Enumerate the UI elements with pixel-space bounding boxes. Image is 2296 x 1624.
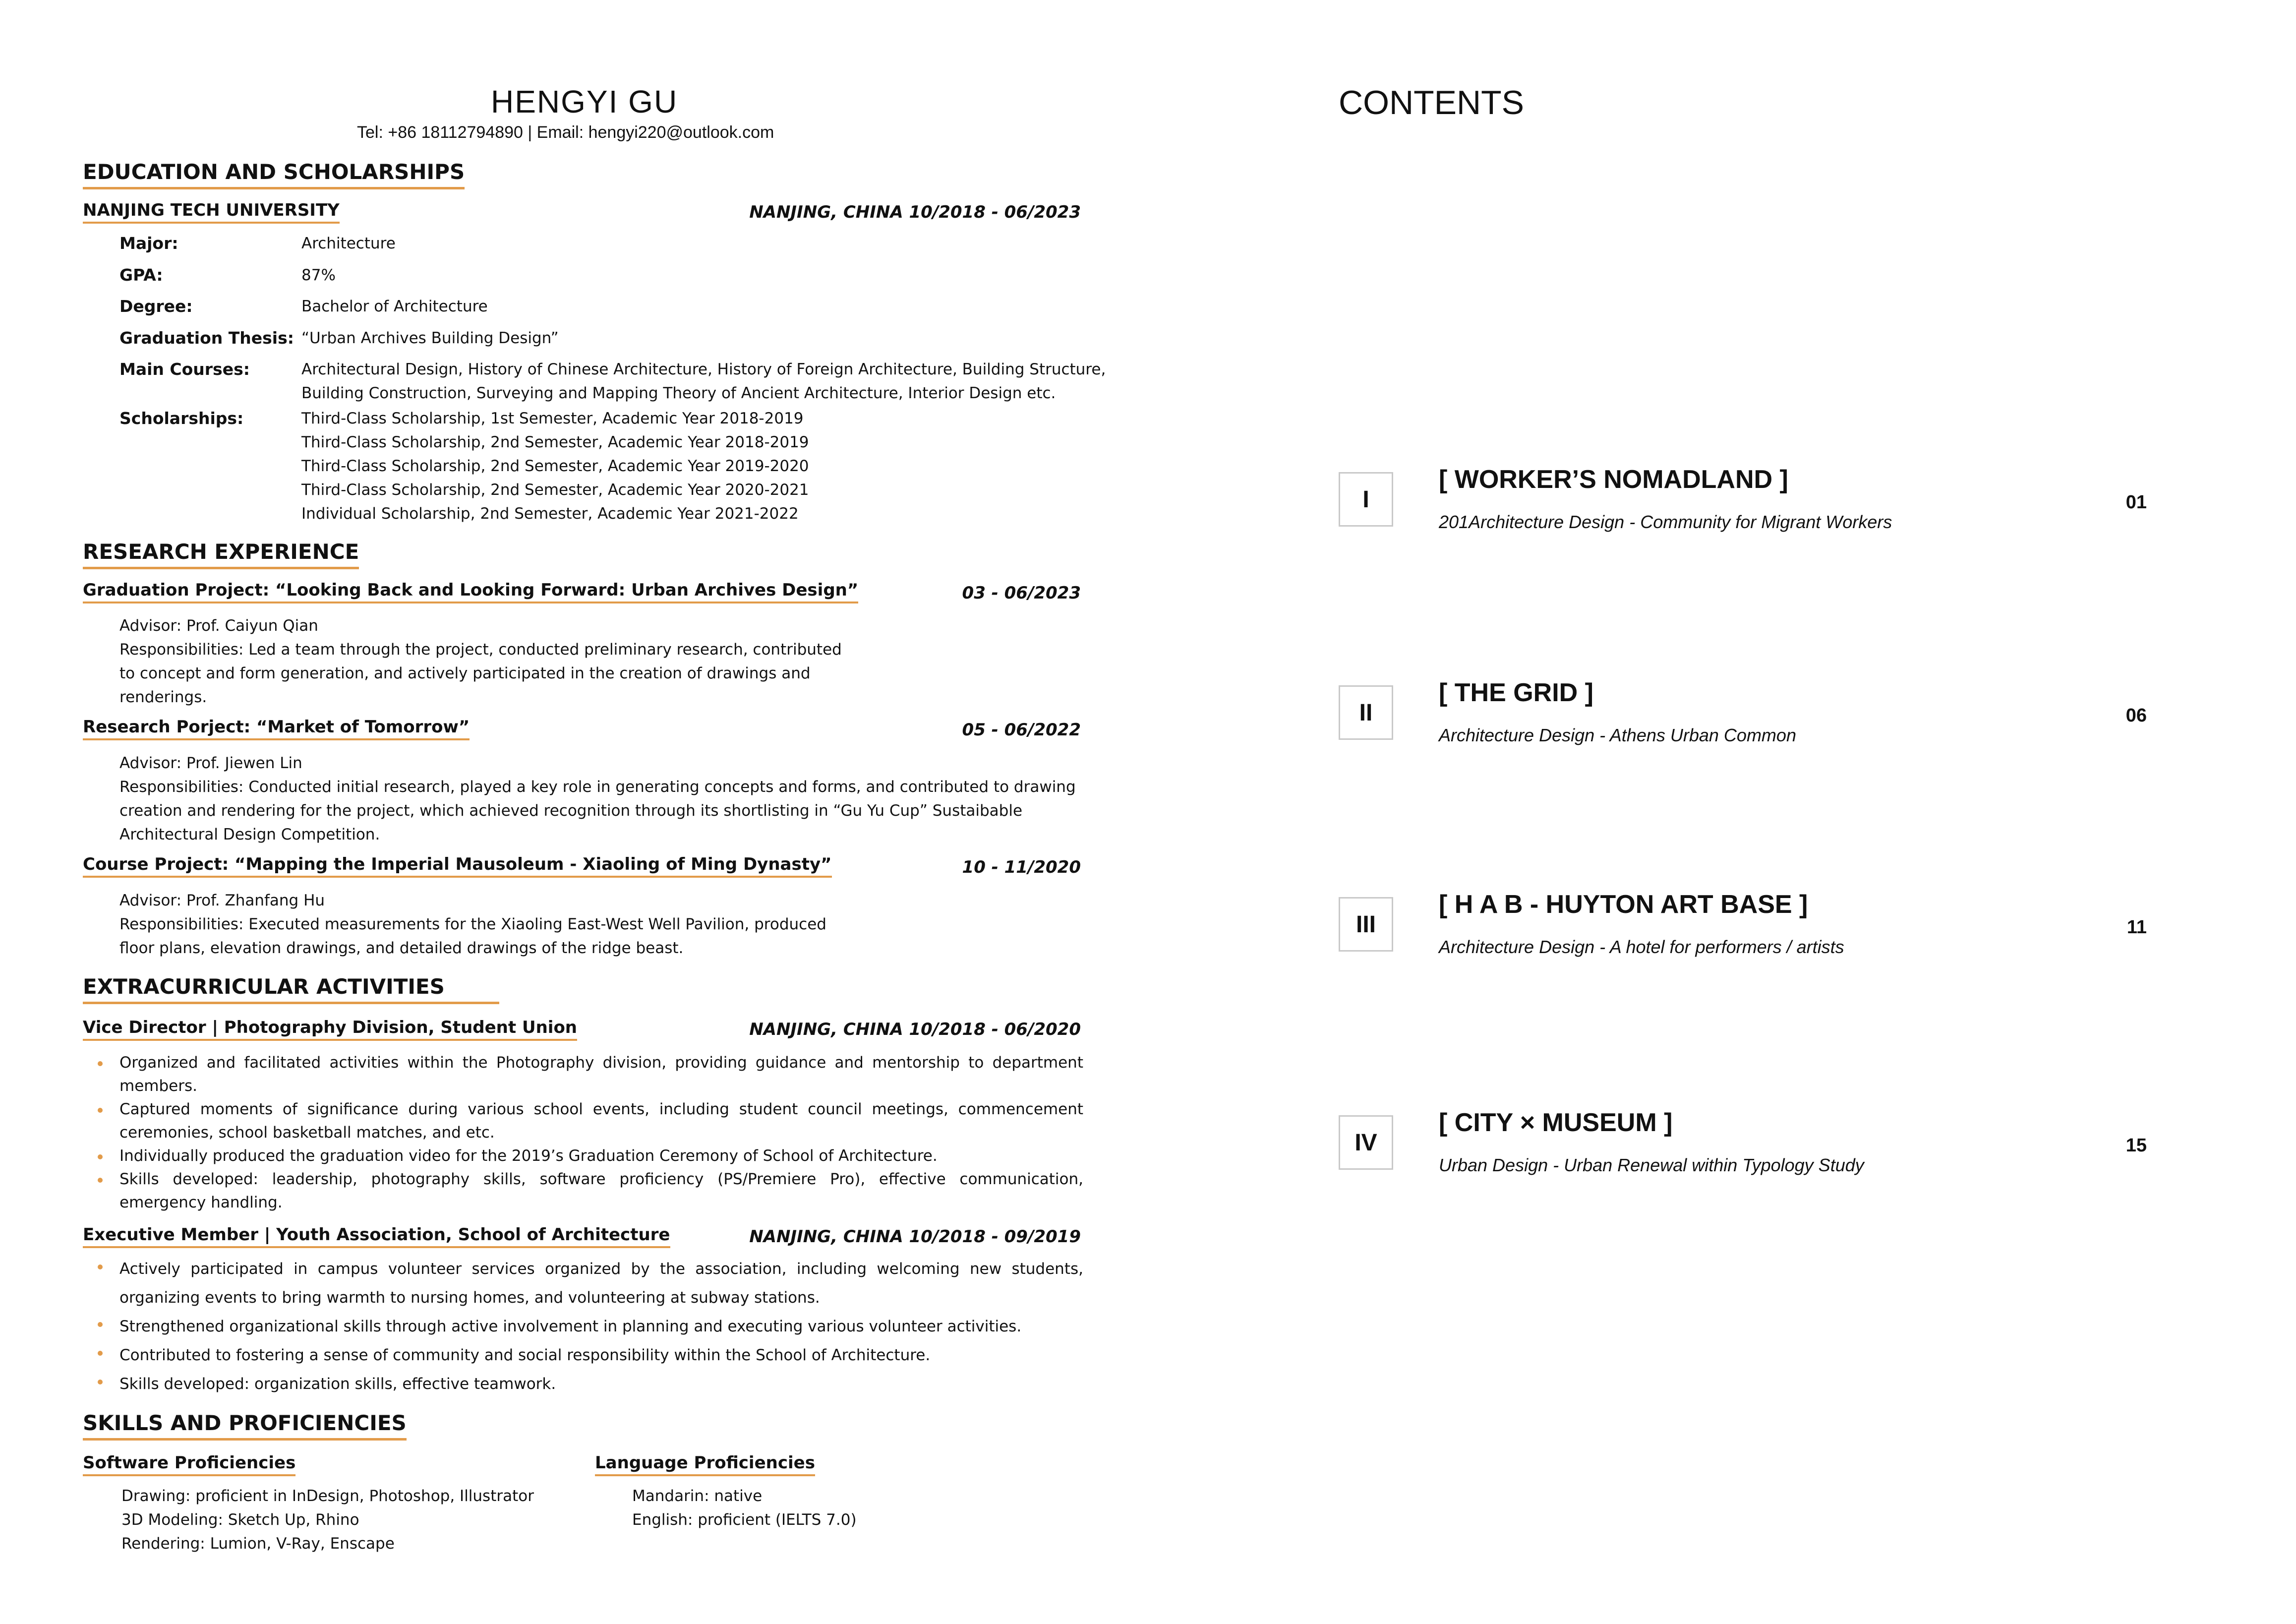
project-date: 05 - 06/2022	[962, 720, 1081, 740]
toc-page-number: 11	[2126, 917, 2147, 938]
scholarship-item: Individual Scholarship, 2nd Semester, Academic Year 2021-2022	[301, 505, 799, 523]
field-label: Main Courses:	[119, 360, 250, 379]
list-item: Skills developed: organization skills, effective teamwork.	[97, 1370, 1083, 1398]
field-value: Architectural Design, History of Chinese Architecture, History of Foreign Architecture, Building Structure,	[301, 361, 1106, 378]
project-title: Graduation Project: “Looking Back and Looking Forward: Urban Archives Design”	[83, 580, 858, 603]
project-line: Responsibilities: Led a team through the project, conducted preliminary research, contributed	[119, 641, 842, 659]
research-section-title: RESEARCH EXPERIENCE	[83, 540, 359, 569]
project-details	[119, 889, 1086, 960]
project-line: to concept and form generation, and actively participated in the creation of drawings and	[119, 664, 811, 682]
project-details	[119, 614, 1086, 709]
toc-numeral: II	[1339, 685, 1393, 740]
list-item: Individually produced the graduation video for the 2019’s Graduation Ceremony of School of Architecture.	[97, 1144, 1083, 1168]
toc-item[interactable]	[1339, 465, 2147, 541]
list-item: Organized and facilitated activities within the Photography division, providing guidance and mentorship to department members.	[97, 1051, 1083, 1098]
toc-item[interactable]	[1339, 1108, 2147, 1185]
list-item: Strengthened organizational skills through active involvement in planning and executing various volunteer activities.	[97, 1312, 1083, 1341]
field-label: Graduation Thesis:	[119, 328, 294, 348]
scholarship-item: Third-Class Scholarship, 2nd Semester, Academic Year 2019-2020	[301, 457, 809, 475]
scholarship-item: Third-Class Scholarship, 2nd Semester, Academic Year 2020-2021	[301, 481, 809, 499]
project-line: Responsibilities: Conducted initial research, played a key role in generating concepts and forms, and contributed to drawing	[119, 778, 1076, 796]
field-value: “Urban Archives Building Design”	[301, 329, 559, 347]
project-line: Advisor: Prof. Jiewen Lin	[119, 754, 302, 772]
field-label: Scholarships:	[119, 409, 244, 428]
toc-title: [ WORKER’S NOMADLAND ]	[1439, 465, 1788, 494]
list-item: Mandarin: native	[632, 1487, 763, 1505]
project-line: Responsibilities: Executed measurements for the Xiaoling East-West Well Pavilion, produced	[119, 915, 826, 933]
project-line: floor plans, elevation drawings, and detailed drawings of the ridge beast.	[119, 939, 684, 957]
toc-subtitle: Architecture Design - Athens Urban Common	[1439, 725, 1796, 745]
extracurricular-section-title: EXTRACURRICULAR ACTIVITIES	[83, 974, 499, 1004]
role-location-date: NANJING, CHINA 10/2018 - 09/2019	[749, 1227, 1081, 1247]
list-item: 3D Modeling: Sketch Up, Rhino	[121, 1511, 359, 1529]
toc-subtitle: Architecture Design - A hotel for performers / artists	[1439, 937, 1844, 957]
education-section-title: EDUCATION AND SCHOLARSHIPS	[83, 160, 465, 189]
toc-page-number: 06	[2125, 705, 2147, 726]
field-label: Degree:	[119, 297, 193, 316]
toc-item[interactable]	[1339, 890, 2147, 966]
project-details	[119, 751, 1086, 846]
role-location-date: NANJING, CHINA 10/2018 - 06/2020	[749, 1020, 1081, 1039]
field-value: 87%	[301, 266, 336, 284]
project-title: Research Porject: “Market of Tomorrow”	[83, 717, 470, 740]
field-value: Architecture	[301, 235, 396, 252]
school-location-date: NANJING, CHINA 10/2018 - 06/2023	[749, 202, 1081, 222]
project-line: Advisor: Prof. Zhanfang Hu	[119, 892, 325, 909]
list-item: Drawing: proficient in InDesign, Photoshop, Illustrator	[121, 1487, 534, 1505]
field-label: GPA:	[119, 265, 163, 285]
field-label: Major:	[119, 234, 178, 253]
software-title: Software Proficiencies	[83, 1453, 295, 1476]
list-item: Captured moments of significance during various school events, including student council meetings, commencement ceremonies, school basketball matches, and etc.	[97, 1098, 1083, 1144]
project-line: Architectural Design Competition.	[119, 826, 380, 843]
toc-page-number: 15	[2125, 1135, 2147, 1156]
language-title: Language Proficiencies	[595, 1453, 815, 1476]
toc-page-number: 01	[2125, 492, 2147, 513]
scholarship-item: Third-Class Scholarship, 1st Semester, Academic Year 2018-2019	[301, 410, 804, 427]
contact-line: Tel: +86 18112794890 | Email: hengyi220@outlook.com	[357, 123, 774, 142]
toc-title: [ CITY × MUSEUM ]	[1439, 1108, 1673, 1137]
list-item: Rendering: Lumion, V-Ray, Enscape	[121, 1535, 395, 1553]
project-line: creation and rendering for the project, which achieved recognition through its shortlisting in “Gu Yu Cup” Sustaibable	[119, 802, 1023, 820]
role-title: Executive Member | Youth Association, School of Architecture	[83, 1225, 670, 1248]
resume-name: HENGYI GU	[491, 84, 678, 120]
language-list	[632, 1484, 857, 1532]
school-name: NANJING TECH UNIVERSITY	[83, 200, 340, 224]
contents-title: CONTENTS	[1339, 84, 1524, 121]
toc-title: [ H A B - HUYTON ART BASE ]	[1439, 890, 1808, 919]
project-date: 03 - 06/2023	[962, 583, 1081, 603]
list-item: Contributed to fostering a sense of community and social responsibility within the School of Architecture.	[97, 1341, 1083, 1370]
role-bullets	[97, 1255, 1083, 1398]
skills-section-title: SKILLS AND PROFICIENCIES	[83, 1411, 407, 1441]
toc-numeral: I	[1339, 472, 1393, 527]
field-value: Bachelor of Architecture	[301, 298, 488, 315]
role-title: Vice Director | Photography Division, Student Union	[83, 1018, 577, 1041]
list-item: English: proficient (IELTS 7.0)	[632, 1511, 857, 1529]
toc-subtitle: Urban Design - Urban Renewal within Typology Study	[1439, 1155, 1864, 1175]
list-item: Skills developed: leadership, photography skills, software proficiency (PS/Premiere Pro), effective communication, emergency handling.	[97, 1168, 1083, 1214]
project-title: Course Project: “Mapping the Imperial Mausoleum - Xiaoling of Ming Dynasty”	[83, 854, 832, 878]
toc-numeral: IV	[1339, 1115, 1393, 1170]
scholarship-item: Third-Class Scholarship, 2nd Semester, Academic Year 2018-2019	[301, 433, 809, 451]
toc-numeral: III	[1339, 897, 1393, 952]
role-bullets	[97, 1051, 1083, 1214]
software-list	[121, 1484, 534, 1556]
toc-subtitle: 201Architecture Design - Community for Migrant Workers	[1439, 512, 1892, 532]
project-date: 10 - 11/2020	[962, 857, 1081, 877]
toc-item[interactable]	[1339, 678, 2147, 755]
field-value: Building Construction, Surveying and Mapping Theory of Ancient Architecture, Interior Design etc.	[301, 384, 1056, 402]
project-line: Advisor: Prof. Caiyun Qian	[119, 617, 318, 635]
toc-title: [ THE GRID ]	[1439, 678, 1593, 707]
project-line: renderings.	[119, 688, 207, 706]
list-item: Actively participated in campus volunteer services organized by the association, including welcoming new students, organizing events to bring warmth to nursing homes, and volunteering at subway stations.	[97, 1255, 1083, 1312]
